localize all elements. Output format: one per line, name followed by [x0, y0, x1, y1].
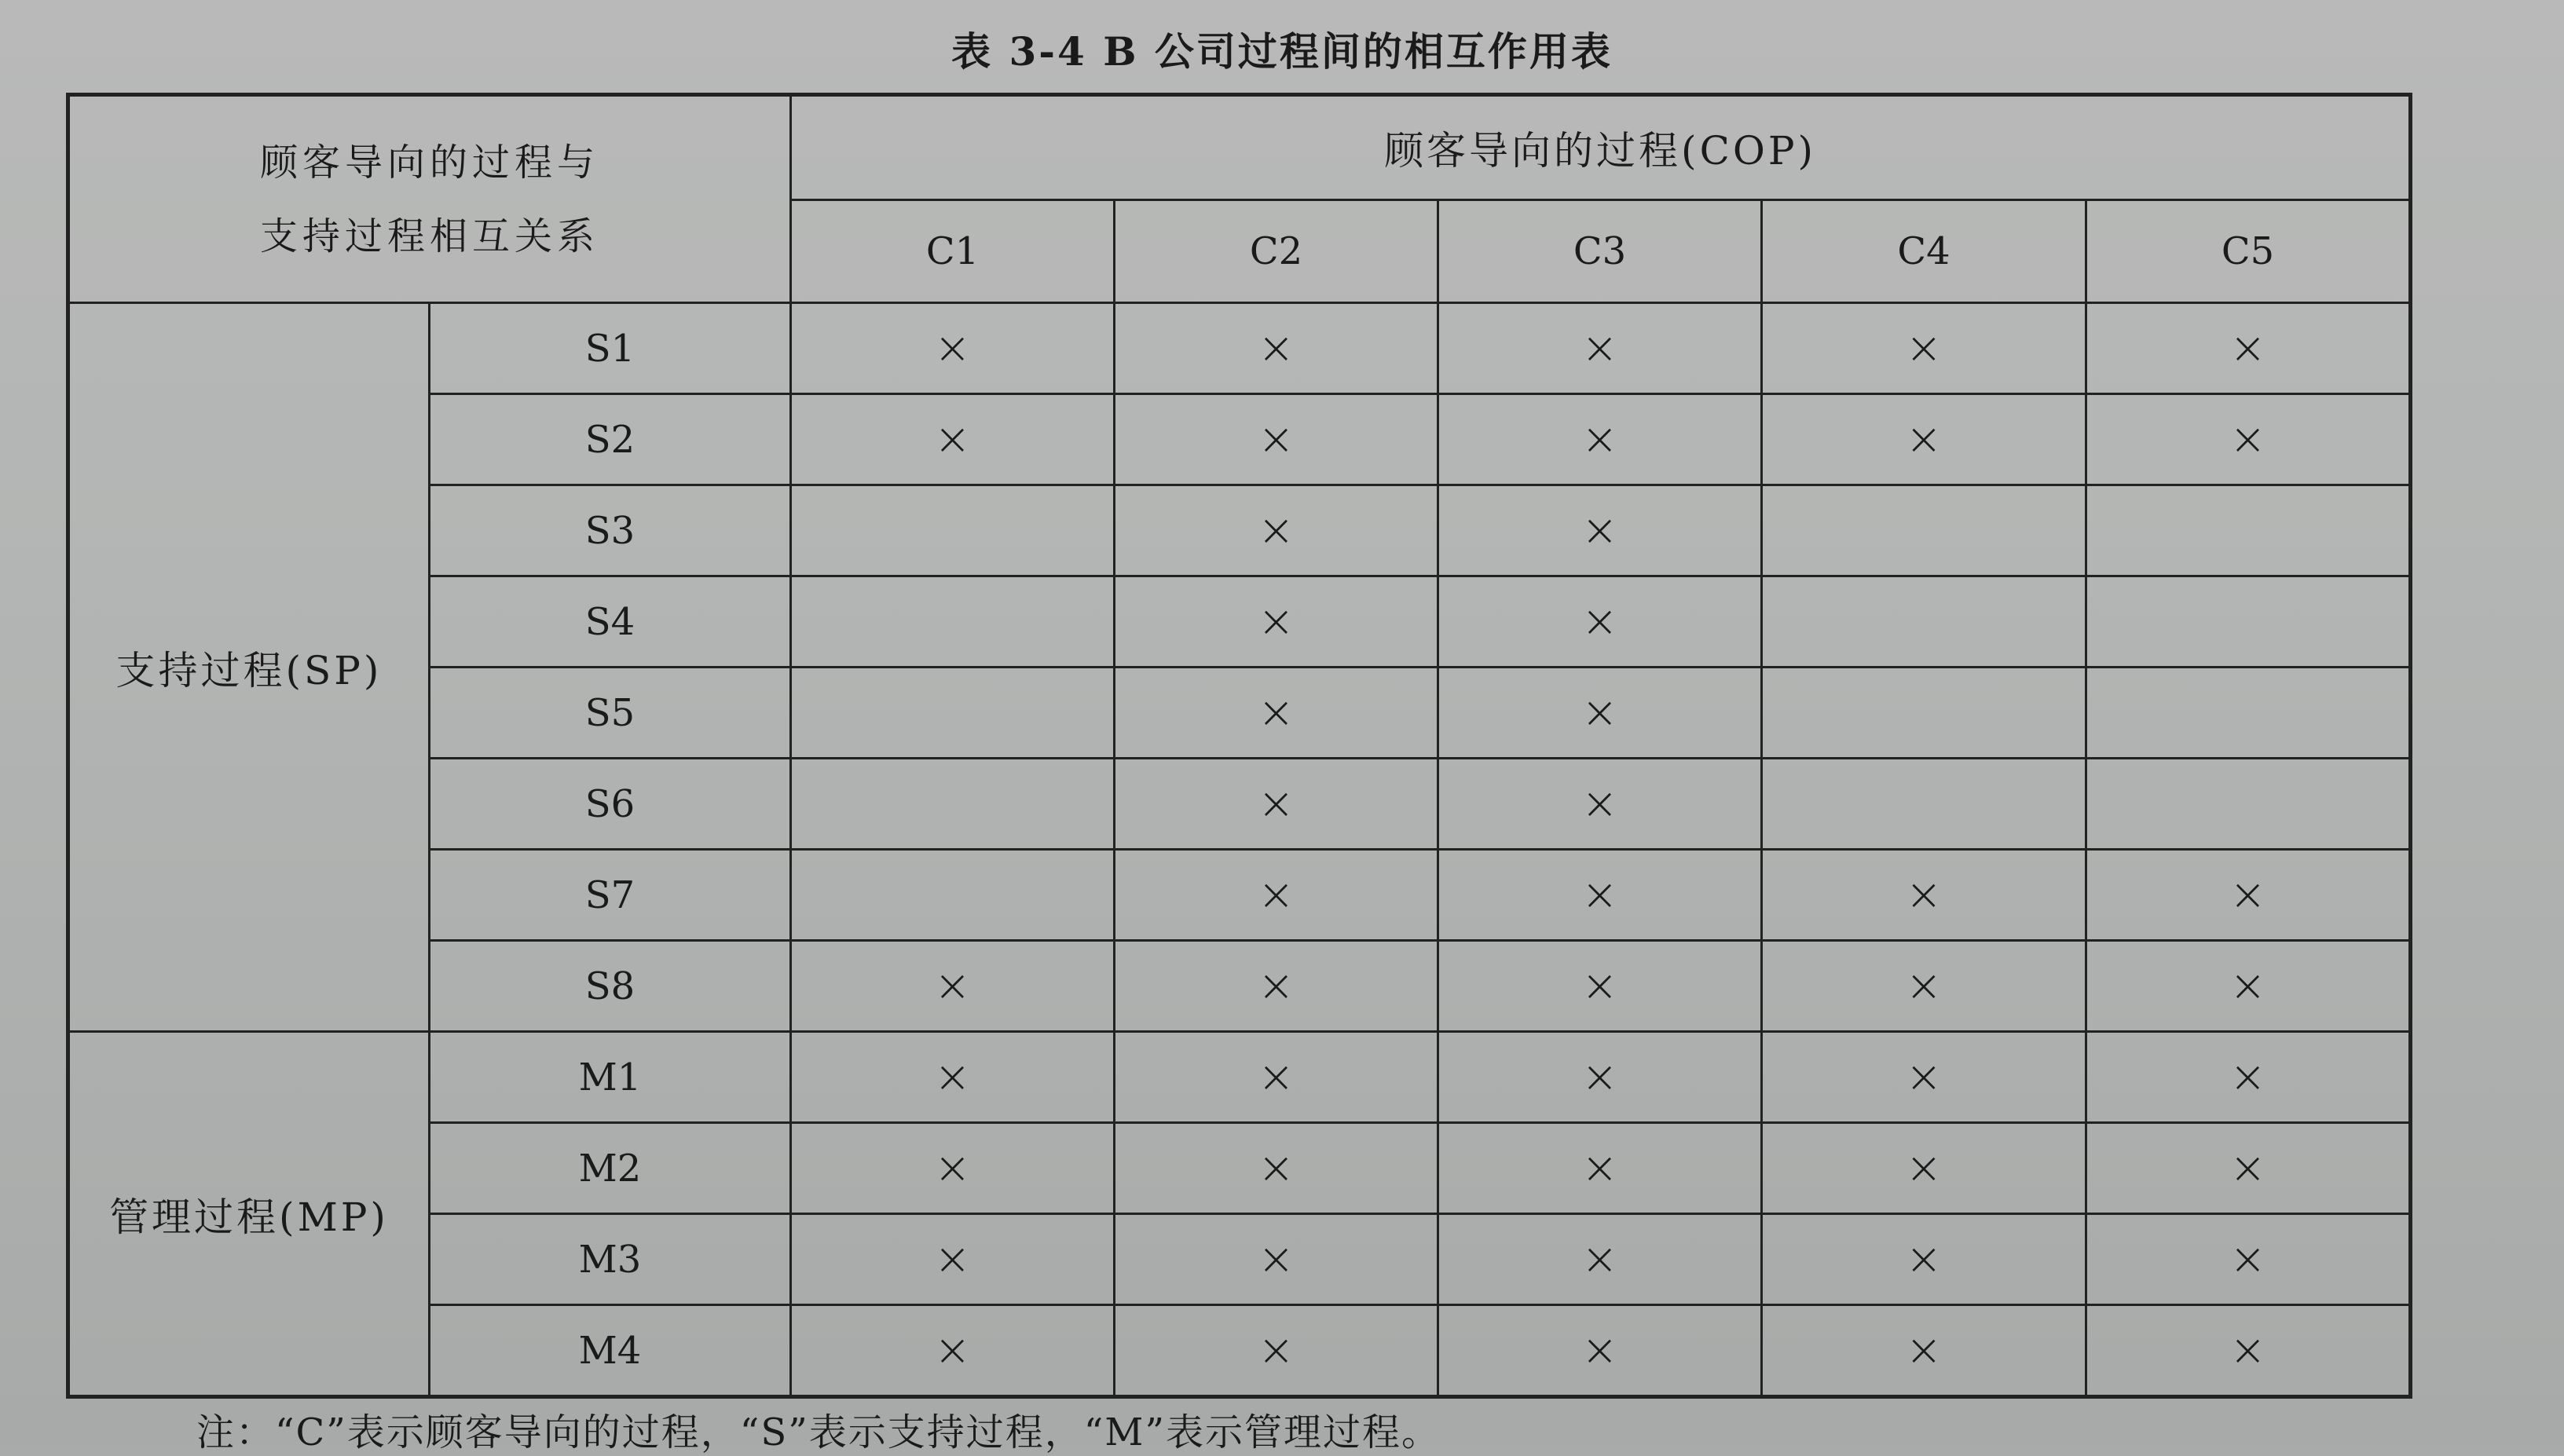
cell-m4-c5: ×	[2086, 1305, 2411, 1397]
cell-s1-c3: ×	[1438, 303, 1762, 394]
process-interaction-table	[66, 93, 2412, 1399]
column-header-c3: C3	[1438, 200, 1762, 303]
cell-s4-c2: ×	[1115, 576, 1438, 668]
cell-s7-c3: ×	[1438, 850, 1762, 941]
cell-s3-c1	[791, 485, 1115, 576]
table-body	[68, 303, 2411, 1397]
cell-s5-c3: ×	[1438, 668, 1762, 759]
cell-s1-c1: ×	[791, 303, 1115, 394]
row-label-s6: S6	[430, 759, 791, 850]
cell-s3-c5	[2086, 485, 2411, 576]
row-label-m4: M4	[430, 1305, 791, 1397]
cell-m3-c5: ×	[2086, 1214, 2411, 1305]
cell-s6-c4	[1762, 759, 2086, 850]
cell-m1-c5: ×	[2086, 1032, 2411, 1123]
table-caption: 表 3-4 B 公司过程间的相互作用表	[951, 28, 1613, 75]
cell-s5-c2: ×	[1115, 668, 1438, 759]
row-label-s1: S1	[430, 303, 791, 394]
cell-s3-c4	[1762, 485, 2086, 576]
cell-m4-c4: ×	[1762, 1305, 2086, 1397]
row-label-s8: S8	[430, 941, 791, 1032]
row-label-m1: M1	[430, 1032, 791, 1123]
cell-s7-c4: ×	[1762, 850, 2086, 941]
cell-m3-c2: ×	[1115, 1214, 1438, 1305]
cell-m2-c2: ×	[1115, 1123, 1438, 1214]
cell-m4-c1: ×	[791, 1305, 1115, 1397]
cell-s2-c2: ×	[1115, 394, 1438, 485]
cell-s7-c1	[791, 850, 1115, 941]
cell-m3-c3: ×	[1438, 1214, 1762, 1305]
cell-m1-c2: ×	[1115, 1032, 1438, 1123]
cell-s6-c1	[791, 759, 1115, 850]
cell-s3-c2: ×	[1115, 485, 1438, 576]
cell-s4-c4	[1762, 576, 2086, 668]
cell-m2-c5: ×	[2086, 1123, 2411, 1214]
cell-m4-c2: ×	[1115, 1305, 1438, 1397]
cell-m1-c1: ×	[791, 1032, 1115, 1123]
cell-s2-c3: ×	[1438, 394, 1762, 485]
cell-s5-c4	[1762, 668, 2086, 759]
corner-header	[68, 95, 791, 303]
table-note: 注：“C”表示顾客导向的过程，“S”表示支持过程，“M”表示管理过程。	[196, 1410, 1441, 1454]
column-header-c1: C1	[791, 200, 1115, 303]
corner-header-line-2: 支持过程相互关系	[260, 214, 600, 258]
group-label-management-process: 管理过程(MP)	[68, 1032, 430, 1397]
row-label-m2: M2	[430, 1123, 791, 1214]
cell-s3-c3: ×	[1438, 485, 1762, 576]
cell-s7-c5: ×	[2086, 850, 2411, 941]
interaction-table-container	[66, 93, 2408, 1399]
cell-m4-c3: ×	[1438, 1305, 1762, 1397]
cell-s1-c2: ×	[1115, 303, 1438, 394]
table-row	[68, 303, 2411, 394]
cell-m2-c1: ×	[791, 1123, 1115, 1214]
cell-m3-c4: ×	[1762, 1214, 2086, 1305]
group-label-support-process: 支持过程(SP)	[68, 303, 430, 1032]
cell-s5-c1	[791, 668, 1115, 759]
table-row	[68, 1032, 2411, 1123]
cell-s8-c4: ×	[1762, 941, 2086, 1032]
cell-s8-c5: ×	[2086, 941, 2411, 1032]
column-header-c4: C4	[1762, 200, 2086, 303]
row-label-s4: S4	[430, 576, 791, 668]
cell-s2-c1: ×	[791, 394, 1115, 485]
row-label-s2: S2	[430, 394, 791, 485]
cell-s8-c1: ×	[791, 941, 1115, 1032]
row-label-m3: M3	[430, 1214, 791, 1305]
cell-s8-c2: ×	[1115, 941, 1438, 1032]
cell-s6-c5	[2086, 759, 2411, 850]
cell-s2-c4: ×	[1762, 394, 2086, 485]
cell-s4-c1	[791, 576, 1115, 668]
corner-header-line-1: 顾客导向的过程与	[260, 140, 600, 185]
cell-s6-c2: ×	[1115, 759, 1438, 850]
cell-s1-c4: ×	[1762, 303, 2086, 394]
row-label-s3: S3	[430, 485, 791, 576]
row-label-s5: S5	[430, 668, 791, 759]
cell-s8-c3: ×	[1438, 941, 1762, 1032]
column-header-c2: C2	[1115, 200, 1438, 303]
cell-m2-c3: ×	[1438, 1123, 1762, 1214]
cell-s1-c5: ×	[2086, 303, 2411, 394]
row-label-s7: S7	[430, 850, 791, 941]
column-header-c5: C5	[2086, 200, 2411, 303]
cop-header: 顾客导向的过程(COP)	[791, 95, 2411, 200]
cell-s4-c5	[2086, 576, 2411, 668]
cell-s7-c2: ×	[1115, 850, 1438, 941]
cell-m3-c1: ×	[791, 1214, 1115, 1305]
cell-m1-c4: ×	[1762, 1032, 2086, 1123]
cell-s2-c5: ×	[2086, 394, 2411, 485]
cell-s6-c3: ×	[1438, 759, 1762, 850]
cell-s4-c3: ×	[1438, 576, 1762, 668]
cell-m2-c4: ×	[1762, 1123, 2086, 1214]
cell-s5-c5	[2086, 668, 2411, 759]
cell-m1-c3: ×	[1438, 1032, 1762, 1123]
